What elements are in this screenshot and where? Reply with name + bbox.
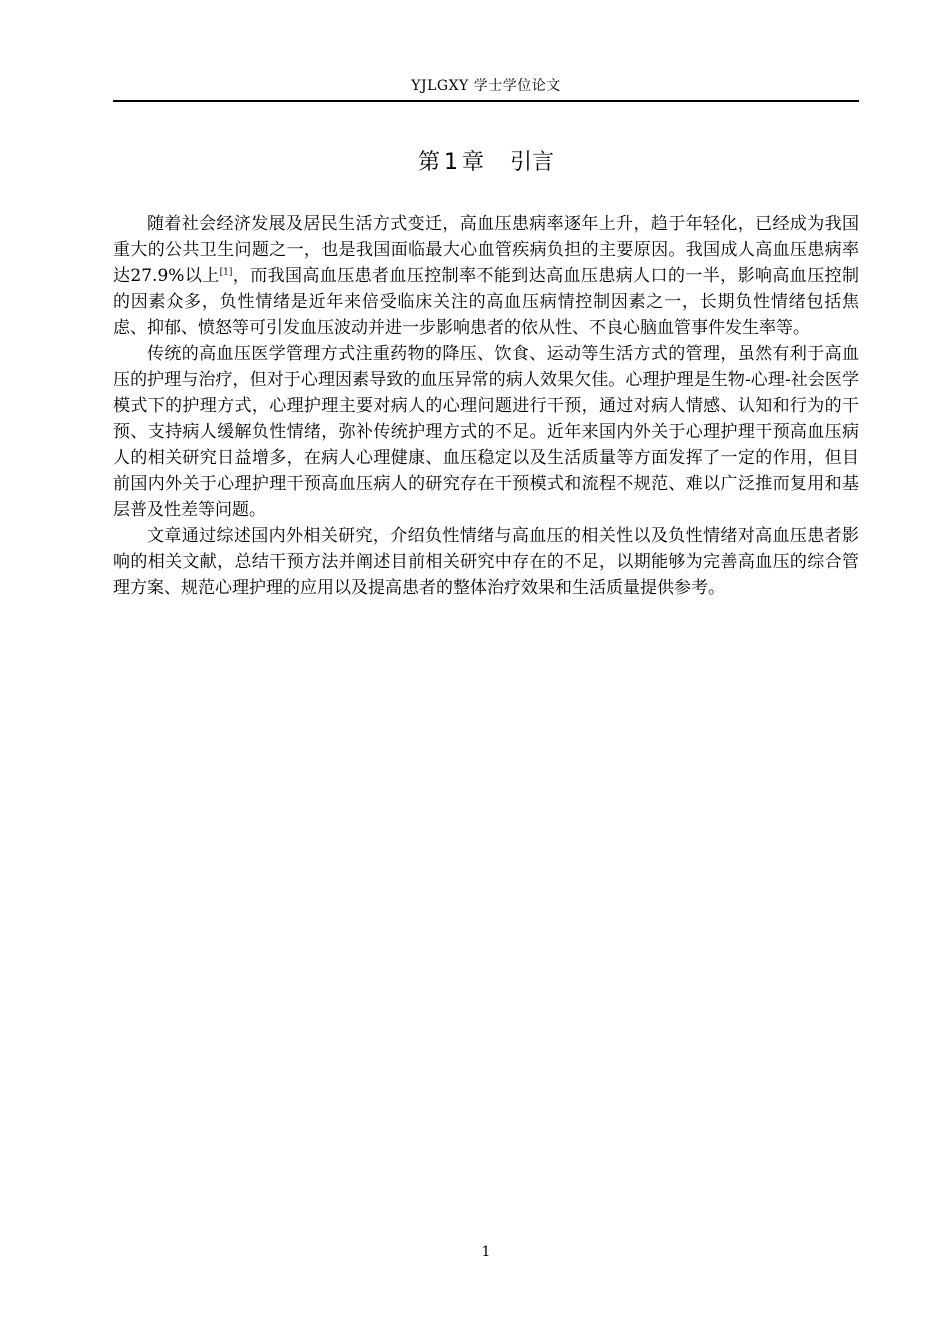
chapter-number: 1 [443, 150, 458, 175]
paragraph-1-text-b: ，而我国高血压患者血压控制率不能到达高血压患病人口的一半，影响高血压控制的因素众多，负性情绪是近年来倍受临床关注的高血压病情控制因素之一，长期负性情绪包括焦虑、抑郁、愤怒等可引发血压波动并进一步影响患者的依从性、不良心脑血管事件发生率等。 [113, 266, 859, 338]
paragraph-1 [113, 211, 859, 341]
chapter-label-suffix: 章 [461, 150, 484, 175]
citation-ref: [1] [219, 267, 233, 278]
chapter-heading [113, 147, 859, 179]
running-header: YJLGXY 学士学位论文 [411, 78, 561, 94]
paragraph-1-text-a: 随着社会经济发展及居民生活方式变迁，高血压患病率逐年上升，趋于年轻化，已经成为我国重大的公共卫生问题之一，也是我国面临最大心血管疾病负担的主要原因。我国成人高血压患病率达27.9%以上 [113, 214, 859, 286]
page-number: 1 [481, 1244, 491, 1260]
chapter-label-prefix: 第 [417, 150, 440, 175]
chapter-title: 引言 [510, 150, 555, 175]
paragraph-3: 文章通过综述国内外相关研究，介绍负性情绪与高血压的相关性以及负性情绪对高血压患者影响的相关文献，总结干预方法并阐述目前相关研究中存在的不足，以期能够为完善高血压的综合管理方案、规范心理护理的应用以及提高患者的整体治疗效果和生活质量提供参考。 [113, 526, 859, 598]
header-rule [113, 100, 859, 102]
paragraph-2: 传统的高血压医学管理方式注重药物的降压、饮食、运动等生活方式的管理，虽然有利于高血压的护理与治疗，但对于心理因素导致的血压异常的病人效果欠佳。心理护理是生物-心理-社会医学模式下的护理方式，心理护理主要对病人的心理问题进行干预，通过对病人情感、认知和行为的干预、支持病人缓解负性情绪，弥补传统护理方式的不足。近年来国内外关于心理护理干预高血压病人的相关研究日益增多，在病人心理健康、血压稳定以及生活质量等方面发挥了一定的作用，但目前国内外关于心理护理干预高血压病人的研究存在干预模式和流程不规范、难以广泛推而复用和基层普及性差等问题。 [113, 344, 859, 520]
body-text [113, 211, 859, 601]
